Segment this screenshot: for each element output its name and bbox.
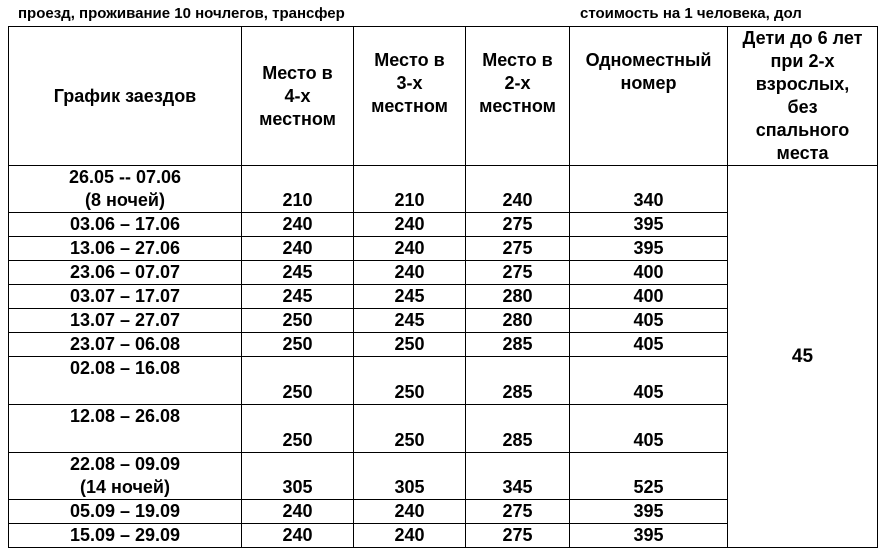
date-range: 15.09 – 29.09 <box>69 525 181 545</box>
price-place4: 250 <box>242 309 354 333</box>
price-place2: 275 <box>466 500 570 524</box>
price-place2: 280 <box>466 309 570 333</box>
price-place4: 305 <box>242 453 354 500</box>
date-range: 26.05 -- 07.06 <box>68 167 182 187</box>
price-place3: 245 <box>354 309 466 333</box>
price-place3: 240 <box>354 261 466 285</box>
schedule-cell <box>9 333 242 357</box>
price-single: 395 <box>570 524 728 548</box>
date-range: 23.07 – 06.08 <box>69 334 181 354</box>
price-single: 395 <box>570 213 728 237</box>
price-place2: 285 <box>466 405 570 453</box>
header-line: местном <box>259 108 336 129</box>
price-single: 405 <box>570 405 728 453</box>
schedule-cell <box>9 453 242 500</box>
price-place3: 250 <box>354 405 466 453</box>
header-line: Место в <box>374 50 445 70</box>
price-single: 525 <box>570 453 728 500</box>
schedule-cell <box>9 524 242 548</box>
price-place2: 285 <box>466 357 570 405</box>
header-place3 <box>354 27 466 166</box>
price-place2: 275 <box>466 213 570 237</box>
date-range: 23.06 – 07.07 <box>69 262 181 282</box>
price-place3: 250 <box>354 333 466 357</box>
price-place2: 275 <box>466 524 570 548</box>
price-place2: 240 <box>466 166 570 213</box>
header-line: при 2-х <box>770 51 835 71</box>
header-line: местном <box>479 96 556 116</box>
price-place3: 245 <box>354 285 466 309</box>
price-place2: 275 <box>466 237 570 261</box>
price-place2: 285 <box>466 333 570 357</box>
price-single: 400 <box>570 285 728 309</box>
header-line: спального <box>755 120 850 140</box>
price-place4: 240 <box>242 524 354 548</box>
schedule-cell <box>9 357 242 405</box>
price-place4: 240 <box>242 237 354 261</box>
date-range: 02.08 – 16.08 <box>69 358 181 378</box>
header-line: взрослых, <box>755 74 850 94</box>
price-place3: 240 <box>354 237 466 261</box>
date-note: (14 ночей) <box>80 477 170 497</box>
header-line: Одноместный <box>585 50 712 70</box>
schedule-cell <box>9 500 242 524</box>
schedule-cell <box>9 285 242 309</box>
schedule-cell <box>9 213 242 237</box>
price-single: 405 <box>570 333 728 357</box>
caption-included-services: проезд, проживание 10 ночлегов, трансфер <box>18 5 345 22</box>
price-place2: 345 <box>466 453 570 500</box>
price-single: 400 <box>570 261 728 285</box>
schedule-cell <box>9 237 242 261</box>
price-place3: 240 <box>354 524 466 548</box>
header-line: без <box>787 97 818 117</box>
price-single: 395 <box>570 500 728 524</box>
header-line: места <box>776 143 829 163</box>
price-place4: 240 <box>242 500 354 524</box>
header-kids <box>728 27 878 166</box>
schedule-cell <box>9 166 242 213</box>
price-place3: 250 <box>354 357 466 405</box>
header-line: местном <box>371 96 448 116</box>
header-single <box>570 27 728 166</box>
price-place2: 280 <box>466 285 570 309</box>
price-table <box>8 26 878 548</box>
price-place3: 240 <box>354 213 466 237</box>
table-row <box>9 166 878 213</box>
date-note: (8 ночей) <box>85 190 165 210</box>
header-line: номер <box>620 73 677 93</box>
header-place4 <box>242 27 354 166</box>
header-line: 4-х <box>284 85 311 106</box>
price-single: 340 <box>570 166 728 213</box>
date-range: 05.09 – 19.09 <box>69 501 181 521</box>
header-line: Место в <box>482 50 553 70</box>
header-schedule <box>9 27 242 166</box>
header-line: 2-х <box>504 73 531 93</box>
date-range: 13.07 – 27.07 <box>69 310 181 330</box>
price-kids: 45 <box>728 166 878 548</box>
price-place2: 275 <box>466 261 570 285</box>
price-place4: 250 <box>242 357 354 405</box>
header-line: Место в <box>262 62 333 83</box>
price-place4: 245 <box>242 261 354 285</box>
header-place2 <box>466 27 570 166</box>
header-row <box>9 27 878 166</box>
date-range: 03.07 – 17.07 <box>69 286 181 306</box>
price-place4: 210 <box>242 166 354 213</box>
price-place3: 240 <box>354 500 466 524</box>
schedule-cell <box>9 405 242 453</box>
price-place4: 250 <box>242 405 354 453</box>
price-single: 405 <box>570 357 728 405</box>
price-place4: 245 <box>242 285 354 309</box>
date-range: 22.08 – 09.09 <box>69 454 181 474</box>
header-line: Дети до 6 лет <box>742 28 863 48</box>
date-range: 03.06 – 17.06 <box>69 214 181 234</box>
price-single: 405 <box>570 309 728 333</box>
date-range: 12.08 – 26.08 <box>69 406 181 426</box>
schedule-cell <box>9 261 242 285</box>
schedule-cell <box>9 309 242 333</box>
price-place3: 210 <box>354 166 466 213</box>
header-line: 3-х <box>396 73 423 93</box>
date-range: 13.06 – 27.06 <box>69 238 181 258</box>
header-schedule-label: График заездов <box>53 85 197 106</box>
price-place4: 240 <box>242 213 354 237</box>
price-single: 395 <box>570 237 728 261</box>
price-place4: 250 <box>242 333 354 357</box>
price-place3: 305 <box>354 453 466 500</box>
caption-price-note: стоимость на 1 человека, дол <box>580 5 802 22</box>
